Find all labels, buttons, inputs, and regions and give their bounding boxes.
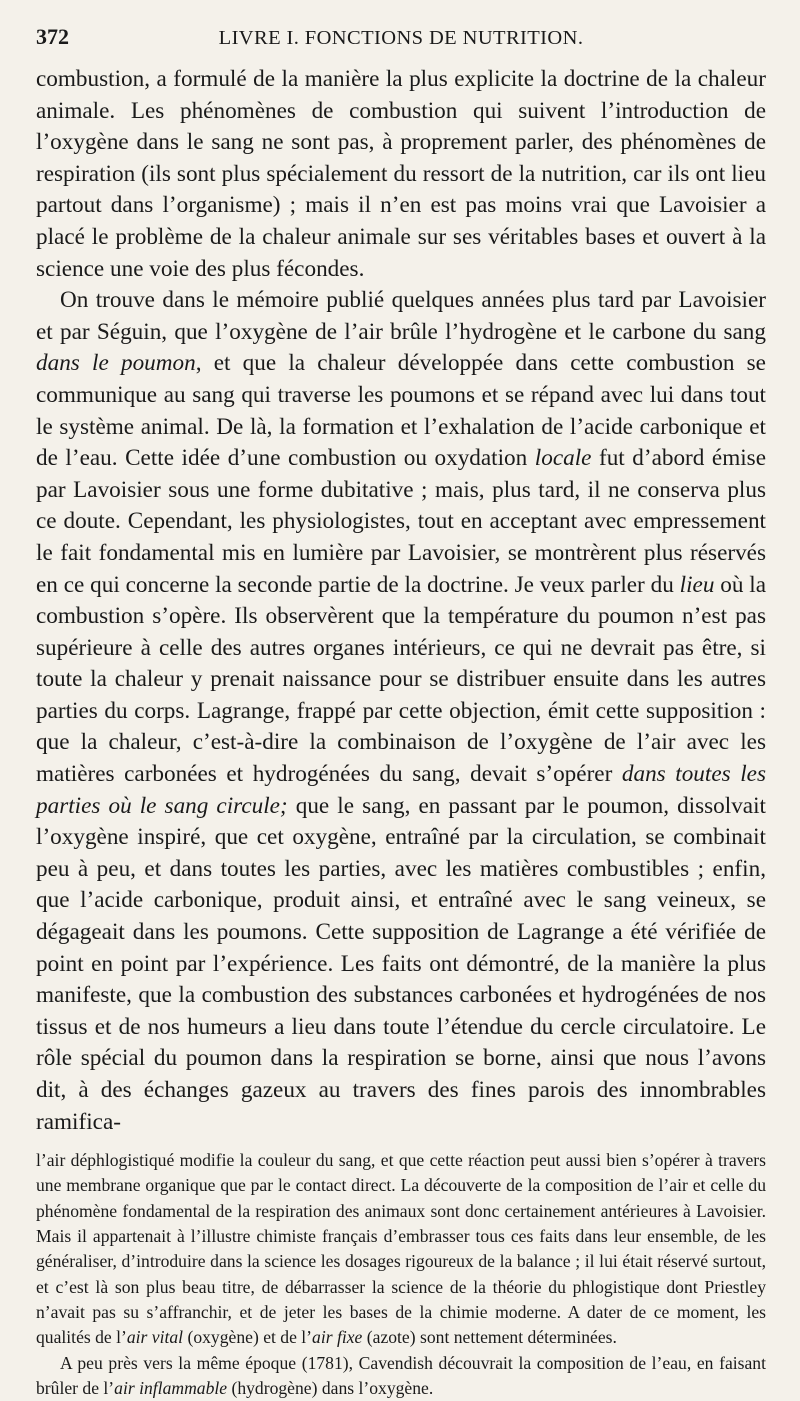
text-run: A peu près vers la même époque (1781), Cavendish découvrait la composition de l’eau, en faisant brûler de l’ <box>36 1352 766 1398</box>
italic-run: dans le poumon <box>36 350 196 377</box>
italic-run: dans toutes les parties où le sang circule; <box>36 761 766 819</box>
page-header <box>36 24 766 64</box>
text-run: que le sang, en passant par le poumon, dissolvait l’oxygène inspiré, que cet oxygène, entraîné par la circulation, se combinait peu à peu, et dans toutes les parties, avec les matières combustibles ; enfin, que l’acide carbonique, produit ainsi, et entraîné avec le sang veineux, se dégageait dans les poumons. Cette supposition de Lagrange a été vérifiée de point en point par l’expérience. Les faits ont démontré, de la manière la plus manifeste, que la combustion des substances carbonées et hydrogénées de nos tissus et de nos humeurs a lieu dans toute l’étendue du cercle circulatoire. Le rôle spécial du poumon dans la respiration se borne, ainsi que nous l’avons dit, à des échanges gazeux au travers des fines parois des innombrables ramifica- <box>36 792 766 1135</box>
text-run: On trouve dans le mémoire publié quelques années plus tard par Lavoisier et par Séguin, que l’oxygène de l’air brûle l’hydrogène et le carbone du sang <box>36 287 766 345</box>
text-run: (oxygène) et de l’ <box>183 1327 313 1348</box>
main-text <box>36 64 766 1138</box>
text-run: (hydrogène) dans l’oxygène. <box>227 1377 434 1398</box>
italic-run: lieu <box>679 571 715 598</box>
running-head: LIVRE I. FONCTIONS DE NUTRITION. <box>218 27 584 49</box>
text-run: l’air déphlogistiqué modifie la couleur du sang, et que cette réaction peut aussi bien s’opérer à travers une membrane organique que par le contact direct. La découverte de la composition de l’air et celle du phénomène fondamental de la respiration des animaux sont donc certainement antérieures à Lavoisier. Mais il appartenait à l’illustre chimiste français d’embrasser tous ces faits dans leur ensemble, de les généraliser, d’introduire dans la science les dosages rigoureux de la balance ; il lui était réservé surtout, et c’est là son plus beau titre, de débarrasser la science de la théorie du phlogistique dont Priestley n’avait pas su s’affranchir, et de jeter les bases de la chimie moderne. A dater de ce moment, les qualités de l’ <box>36 1150 766 1348</box>
text-run: fut d’abord émise par Lavoisier sous une forme dubitative ; mais, plus tard, il ne conserva plus ce doute. Cependant, les physiologistes, tout en acceptant avec empressement le fait fondamental mis en lumière par Lavoisier, se montrèrent plus réservés en ce qui concerne la seconde partie de la doctrine. Je veux parler du <box>36 445 766 598</box>
page-number: 372 <box>36 24 69 49</box>
italic-run: air inflammable <box>114 1377 228 1398</box>
footnotes <box>36 1148 766 1401</box>
paragraph-1: combustion, a formulé de la manière la plus explicite la doctrine de la chaleur animale. Les phénomènes de combustion qui suivent l’introduction de l’oxygène dans le sang ne sont pas, à proprement parler, des phénomènes de respiration (ils sont plus spécialement du ressort de la nutrition, car ils ont lieu partout dans l’organisme) ; mais il n’en est pas moins vrai que Lavoisier a placé le problème de la chaleur animale sur ses véritables bases et ouvert à la science une voie des plus fécondes. <box>36 66 766 282</box>
text-run: (azote) sont nettement déterminées. <box>362 1327 617 1348</box>
italic-run: locale <box>534 445 592 472</box>
footnote-1 <box>36 1148 766 1350</box>
footnote-2 <box>36 1351 766 1401</box>
text-run: , et que la chaleur développée dans cette combustion se communique au sang qui traverse les poumons et se répand avec lui dans tout le système animal. De là, la formation et l’exhalation de l’acide carbonique et de l’eau. Cette idée d’une combustion ou oxydation <box>36 350 766 472</box>
italic-run: air vital <box>126 1327 184 1348</box>
text-run: où la combustion s’opère. Ils observèrent que la température du poumon n’est pas supérieure à celle des autres organes intérieurs, ce qui ne devrait pas être, si toute la chaleur y prenait naissance pour se distribuer ensuite dans les autres parties du corps. Lagrange, frappé par cette objection, émit cette supposition : que la chaleur, c’est-à-dire la combinaison de l’oxygène de l’air avec les matières carbonées et hydrogénées du sang, devait s’opérer <box>36 571 767 788</box>
italic-run: air fixe <box>312 1327 363 1348</box>
paragraph-2 <box>36 285 766 1138</box>
